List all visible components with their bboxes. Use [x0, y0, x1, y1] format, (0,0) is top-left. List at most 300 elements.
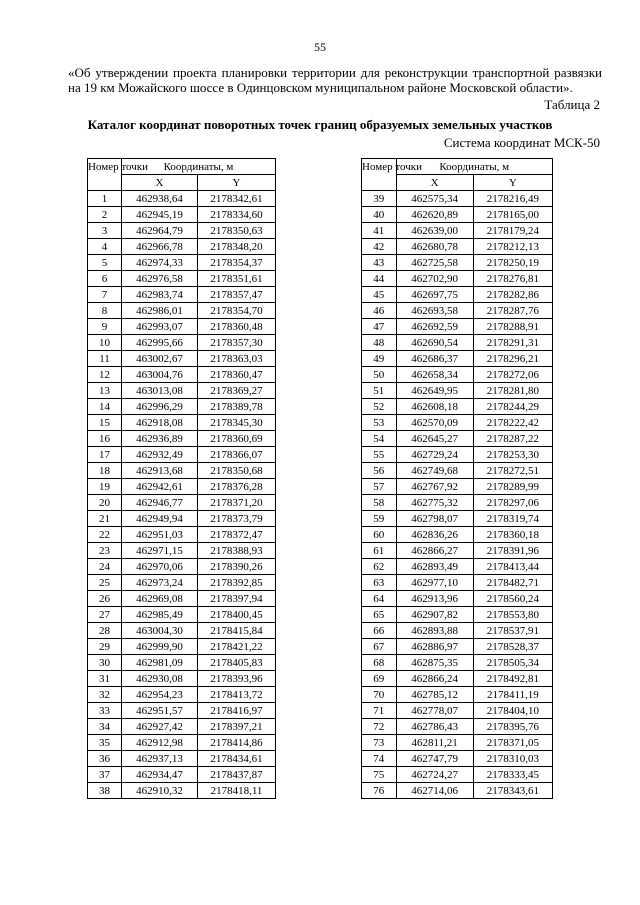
y-coordinate-cell: 2178253,30 — [473, 447, 552, 463]
table-row — [362, 767, 553, 783]
x-coordinate-cell: 462951,03 — [122, 527, 198, 543]
point-number-cell: 10 — [88, 335, 122, 351]
y-coordinate-cell: 2178414,86 — [198, 735, 276, 751]
table-row — [88, 495, 276, 511]
y-coordinate-cell: 2178537,91 — [473, 623, 552, 639]
x-coordinate-cell: 462951,57 — [122, 703, 198, 719]
x-coordinate-cell: 462913,68 — [122, 463, 198, 479]
y-coordinate-cell: 2178222,42 — [473, 415, 552, 431]
point-number-cell: 50 — [362, 367, 397, 383]
coordinates-table-left — [87, 158, 276, 799]
table-row — [362, 703, 553, 719]
y-coordinate-cell: 2178369,27 — [198, 383, 276, 399]
x-coordinate-cell: 462977,10 — [396, 575, 473, 591]
x-coordinate-cell: 462985,49 — [122, 607, 198, 623]
point-number-cell: 56 — [362, 463, 397, 479]
table-row — [362, 431, 553, 447]
table-row — [88, 255, 276, 271]
table-row — [88, 607, 276, 623]
x-coordinate-cell: 462983,74 — [122, 287, 198, 303]
intro-line-1: «Об утверждении проекта планировки территории для реконструкции транспортной развязки — [68, 65, 602, 80]
x-coordinate-cell: 462875,35 — [396, 655, 473, 671]
point-number-cell: 41 — [362, 223, 397, 239]
point-number-cell: 47 — [362, 319, 397, 335]
point-number-cell: 33 — [88, 703, 122, 719]
point-number-cell: 8 — [88, 303, 122, 319]
table-row — [362, 335, 553, 351]
x-coordinate-cell: 462912,98 — [122, 735, 198, 751]
x-coordinate-cell: 462866,27 — [396, 543, 473, 559]
table-row — [88, 623, 276, 639]
table-row — [88, 367, 276, 383]
x-coordinate-cell: 462747,79 — [396, 751, 473, 767]
x-coordinate-cell: 462620,89 — [396, 207, 473, 223]
catalog-title: Каталог координат поворотных точек границ образуемых земельных участков — [87, 117, 553, 132]
x-coordinate-cell: 463004,30 — [122, 623, 198, 639]
point-number-cell: 46 — [362, 303, 397, 319]
table-row — [362, 575, 553, 591]
point-number-cell: 1 — [88, 191, 122, 207]
point-number-cell: 49 — [362, 351, 397, 367]
point-number-cell: 65 — [362, 607, 397, 623]
point-number-cell: 58 — [362, 495, 397, 511]
point-number-cell: 13 — [88, 383, 122, 399]
table-row — [88, 751, 276, 767]
point-number-cell: 59 — [362, 511, 397, 527]
y-coordinate-cell: 2178272,51 — [473, 463, 552, 479]
point-number-cell: 37 — [88, 767, 122, 783]
point-number-cell: 22 — [88, 527, 122, 543]
x-coordinate-cell: 462938,64 — [122, 191, 198, 207]
x-coordinate-cell: 462866,24 — [396, 671, 473, 687]
table-row — [362, 671, 553, 687]
y-coordinate-cell: 2178553,80 — [473, 607, 552, 623]
y-coordinate-cell: 2178360,48 — [198, 319, 276, 335]
table-row — [362, 639, 553, 655]
table-row — [88, 399, 276, 415]
table-row — [362, 383, 553, 399]
point-number-cell: 4 — [88, 239, 122, 255]
table-row — [362, 415, 553, 431]
table-row — [88, 287, 276, 303]
table-row — [362, 687, 553, 703]
table-row — [88, 383, 276, 399]
table-row — [362, 543, 553, 559]
y-coordinate-cell: 2178413,44 — [473, 559, 552, 575]
point-number-cell: 17 — [88, 447, 122, 463]
table-row — [88, 527, 276, 543]
table-row — [88, 655, 276, 671]
point-number-cell: 44 — [362, 271, 397, 287]
point-number-cell: 73 — [362, 735, 397, 751]
table-row — [362, 735, 553, 751]
x-coordinate-cell: 462570,09 — [396, 415, 473, 431]
table-row — [88, 271, 276, 287]
x-coordinate-cell: 462686,37 — [396, 351, 473, 367]
y-coordinate-cell: 2178373,79 — [198, 511, 276, 527]
table-row — [88, 575, 276, 591]
x-coordinate-cell: 463013,08 — [122, 383, 198, 399]
x-coordinate-cell: 462725,58 — [396, 255, 473, 271]
point-number-cell: 72 — [362, 719, 397, 735]
y-coordinate-cell: 2178333,45 — [473, 767, 552, 783]
x-coordinate-cell: 462893,88 — [396, 623, 473, 639]
table-row — [362, 591, 553, 607]
y-coordinate-cell: 2178296,21 — [473, 351, 552, 367]
table-row — [362, 271, 553, 287]
y-coordinate-cell: 2178434,61 — [198, 751, 276, 767]
x-coordinate-cell: 462973,24 — [122, 575, 198, 591]
point-number-cell: 6 — [88, 271, 122, 287]
point-number-cell: 39 — [362, 191, 397, 207]
point-number-cell: 25 — [88, 575, 122, 591]
x-coordinate-cell: 462786,43 — [396, 719, 473, 735]
table-row — [362, 319, 553, 335]
x-coordinate-cell: 462749,68 — [396, 463, 473, 479]
x-coordinate-cell: 462954,23 — [122, 687, 198, 703]
x-coordinate-cell: 462658,34 — [396, 367, 473, 383]
table-row — [362, 255, 553, 271]
y-coordinate-cell: 2178272,06 — [473, 367, 552, 383]
point-number-cell: 40 — [362, 207, 397, 223]
x-coordinate-cell: 462946,77 — [122, 495, 198, 511]
table-row — [362, 287, 553, 303]
table-row — [362, 511, 553, 527]
table-row — [362, 783, 553, 799]
y-coordinate-cell: 2178345,30 — [198, 415, 276, 431]
x-coordinate-cell: 463002,67 — [122, 351, 198, 367]
table-row — [88, 351, 276, 367]
point-number-cell: 70 — [362, 687, 397, 703]
table-row — [362, 351, 553, 367]
y-coordinate-cell: 2178388,93 — [198, 543, 276, 559]
x-coordinate-cell: 462608,18 — [396, 399, 473, 415]
x-coordinate-cell: 462930,08 — [122, 671, 198, 687]
y-coordinate-cell: 2178357,30 — [198, 335, 276, 351]
x-coordinate-cell: 462969,08 — [122, 591, 198, 607]
y-coordinate-cell: 2178371,20 — [198, 495, 276, 511]
point-number-cell: 34 — [88, 719, 122, 735]
y-coordinate-cell: 2178297,06 — [473, 495, 552, 511]
x-coordinate-cell: 462966,78 — [122, 239, 198, 255]
y-coordinate-cell: 2178250,19 — [473, 255, 552, 271]
y-coordinate-cell: 2178360,69 — [198, 431, 276, 447]
x-coordinate-cell: 462886,97 — [396, 639, 473, 655]
x-coordinate-cell: 462949,94 — [122, 511, 198, 527]
y-coordinate-cell: 2178405,83 — [198, 655, 276, 671]
y-coordinate-cell: 2178528,37 — [473, 639, 552, 655]
x-coordinate-cell: 462932,49 — [122, 447, 198, 463]
y-coordinate-cell: 2178560,24 — [473, 591, 552, 607]
x-coordinate-cell: 462893,49 — [396, 559, 473, 575]
x-coordinate-cell: 462724,27 — [396, 767, 473, 783]
y-coordinate-cell: 2178354,70 — [198, 303, 276, 319]
point-number-cell: 62 — [362, 559, 397, 575]
point-number-cell: 30 — [88, 655, 122, 671]
y-coordinate-cell: 2178179,24 — [473, 223, 552, 239]
x-coordinate-cell: 462981,09 — [122, 655, 198, 671]
table-row — [88, 671, 276, 687]
point-number-cell: 67 — [362, 639, 397, 655]
x-coordinate-cell: 462811,21 — [396, 735, 473, 751]
point-number-cell: 53 — [362, 415, 397, 431]
table-row — [362, 223, 553, 239]
point-number-cell: 45 — [362, 287, 397, 303]
point-number-cell: 15 — [88, 415, 122, 431]
table-row — [88, 223, 276, 239]
table-row — [362, 447, 553, 463]
x-coordinate-cell: 462680,78 — [396, 239, 473, 255]
point-number-cell: 69 — [362, 671, 397, 687]
table-row — [362, 751, 553, 767]
point-number-cell: 63 — [362, 575, 397, 591]
point-number-cell: 68 — [362, 655, 397, 671]
point-number-cell: 35 — [88, 735, 122, 751]
x-coordinate-cell: 462714,06 — [396, 783, 473, 799]
table-row — [362, 399, 553, 415]
x-coordinate-cell: 462996,29 — [122, 399, 198, 415]
table-row — [88, 447, 276, 463]
table-row — [88, 719, 276, 735]
table-row — [362, 303, 553, 319]
x-coordinate-cell: 462934,47 — [122, 767, 198, 783]
table-row — [88, 303, 276, 319]
x-coordinate-cell: 462907,82 — [396, 607, 473, 623]
table-row — [88, 431, 276, 447]
table-row — [362, 191, 553, 207]
y-coordinate-cell: 2178354,37 — [198, 255, 276, 271]
point-number-cell: 7 — [88, 287, 122, 303]
x-coordinate-cell: 462927,42 — [122, 719, 198, 735]
y-coordinate-cell: 2178397,21 — [198, 719, 276, 735]
y-coordinate-cell: 2178165,00 — [473, 207, 552, 223]
x-coordinate-cell: 462986,01 — [122, 303, 198, 319]
x-coordinate-cell: 462649,95 — [396, 383, 473, 399]
table-row — [362, 623, 553, 639]
y-coordinate-cell: 2178393,96 — [198, 671, 276, 687]
y-coordinate-cell: 2178212,13 — [473, 239, 552, 255]
point-number-cell: 51 — [362, 383, 397, 399]
x-coordinate-cell: 462693,58 — [396, 303, 473, 319]
y-coordinate-cell: 2178366,07 — [198, 447, 276, 463]
x-coordinate-cell: 462785,12 — [396, 687, 473, 703]
x-coordinate-cell: 462767,92 — [396, 479, 473, 495]
y-coordinate-cell: 2178404,10 — [473, 703, 552, 719]
y-coordinate-cell: 2178357,47 — [198, 287, 276, 303]
point-number-cell: 43 — [362, 255, 397, 271]
point-number-cell: 28 — [88, 623, 122, 639]
table-row — [362, 719, 553, 735]
y-coordinate-cell: 2178400,45 — [198, 607, 276, 623]
y-coordinate-cell: 2178391,96 — [473, 543, 552, 559]
y-coordinate-cell: 2178505,34 — [473, 655, 552, 671]
table-row — [362, 479, 553, 495]
y-coordinate-cell: 2178276,81 — [473, 271, 552, 287]
point-number-cell: 52 — [362, 399, 397, 415]
point-number-cell: 71 — [362, 703, 397, 719]
y-coordinate-cell: 2178395,76 — [473, 719, 552, 735]
point-number-cell: 36 — [88, 751, 122, 767]
point-number-cell: 11 — [88, 351, 122, 367]
table-row — [362, 495, 553, 511]
coordinate-system-label: Система координат МСК-50 — [443, 135, 600, 150]
y-coordinate-cell: 2178343,61 — [473, 783, 552, 799]
table-row — [88, 511, 276, 527]
x-coordinate-cell: 462775,32 — [396, 495, 473, 511]
x-coordinate-cell: 462918,08 — [122, 415, 198, 431]
y-coordinate-cell: 2178360,18 — [473, 527, 552, 543]
x-coordinate-cell: 462970,06 — [122, 559, 198, 575]
y-coordinate-cell: 2178342,61 — [198, 191, 276, 207]
table-row — [88, 191, 276, 207]
point-number-cell: 5 — [88, 255, 122, 271]
y-coordinate-cell: 2178350,68 — [198, 463, 276, 479]
y-coordinate-cell: 2178291,31 — [473, 335, 552, 351]
y-coordinate-cell: 2178413,72 — [198, 687, 276, 703]
y-coordinate-cell: 2178289,99 — [473, 479, 552, 495]
x-coordinate-cell: 462645,27 — [396, 431, 473, 447]
point-number-cell: 38 — [88, 783, 122, 799]
x-coordinate-cell: 462639,00 — [396, 223, 473, 239]
y-coordinate-cell: 2178416,97 — [198, 703, 276, 719]
point-number-cell: 9 — [88, 319, 122, 335]
x-coordinate-cell: 462999,90 — [122, 639, 198, 655]
point-number-cell: 16 — [88, 431, 122, 447]
x-coordinate-cell: 462702,90 — [396, 271, 473, 287]
point-number-cell: 74 — [362, 751, 397, 767]
page-number: 55 — [314, 40, 326, 54]
table-row — [88, 479, 276, 495]
header-y: Y — [198, 175, 276, 191]
point-number-cell: 64 — [362, 591, 397, 607]
table-row — [362, 527, 553, 543]
y-coordinate-cell: 2178418,11 — [198, 783, 276, 799]
y-coordinate-cell: 2178310,03 — [473, 751, 552, 767]
x-coordinate-cell: 462690,54 — [396, 335, 473, 351]
intro-paragraph — [68, 65, 602, 95]
y-coordinate-cell: 2178415,84 — [198, 623, 276, 639]
table-row — [362, 559, 553, 575]
header-coordinates: Координаты, м — [122, 159, 276, 175]
y-coordinate-cell: 2178392,85 — [198, 575, 276, 591]
y-coordinate-cell: 2178421,22 — [198, 639, 276, 655]
table-row — [362, 463, 553, 479]
point-number-cell: 60 — [362, 527, 397, 543]
y-coordinate-cell: 2178397,94 — [198, 591, 276, 607]
point-number-cell: 75 — [362, 767, 397, 783]
y-coordinate-cell: 2178371,05 — [473, 735, 552, 751]
table-row — [362, 367, 553, 383]
x-coordinate-cell: 463004,76 — [122, 367, 198, 383]
y-coordinate-cell: 2178287,22 — [473, 431, 552, 447]
point-number-cell: 31 — [88, 671, 122, 687]
table-row — [88, 335, 276, 351]
y-coordinate-cell: 2178492,81 — [473, 671, 552, 687]
table-row — [88, 735, 276, 751]
y-coordinate-cell: 2178216,49 — [473, 191, 552, 207]
x-coordinate-cell: 462974,33 — [122, 255, 198, 271]
table-row — [88, 463, 276, 479]
y-coordinate-cell: 2178363,03 — [198, 351, 276, 367]
table-row — [362, 607, 553, 623]
x-coordinate-cell: 462976,58 — [122, 271, 198, 287]
y-coordinate-cell: 2178319,74 — [473, 511, 552, 527]
y-coordinate-cell: 2178390,26 — [198, 559, 276, 575]
point-number-cell: 32 — [88, 687, 122, 703]
table-row — [88, 767, 276, 783]
point-number-cell: 20 — [88, 495, 122, 511]
x-coordinate-cell: 462778,07 — [396, 703, 473, 719]
point-number-cell: 2 — [88, 207, 122, 223]
table-row — [88, 543, 276, 559]
point-number-cell: 26 — [88, 591, 122, 607]
point-number-cell: 76 — [362, 783, 397, 799]
point-number-cell: 54 — [362, 431, 397, 447]
y-coordinate-cell: 2178244,29 — [473, 399, 552, 415]
x-coordinate-cell: 462945,19 — [122, 207, 198, 223]
x-coordinate-cell: 462942,61 — [122, 479, 198, 495]
y-coordinate-cell: 2178482,71 — [473, 575, 552, 591]
x-coordinate-cell: 462798,07 — [396, 511, 473, 527]
table-row — [88, 783, 276, 799]
point-number-cell: 14 — [88, 399, 122, 415]
y-coordinate-cell: 2178282,86 — [473, 287, 552, 303]
x-coordinate-cell: 462936,89 — [122, 431, 198, 447]
y-coordinate-cell: 2178372,47 — [198, 527, 276, 543]
x-coordinate-cell: 462692,59 — [396, 319, 473, 335]
table-row — [88, 319, 276, 335]
header-x: X — [122, 175, 198, 191]
table-row — [88, 639, 276, 655]
point-number-cell: 42 — [362, 239, 397, 255]
x-coordinate-cell: 462993,07 — [122, 319, 198, 335]
point-number-cell: 18 — [88, 463, 122, 479]
table-row — [88, 591, 276, 607]
x-coordinate-cell: 462729,24 — [396, 447, 473, 463]
point-number-cell: 61 — [362, 543, 397, 559]
header-point-number: Номер точки — [88, 159, 122, 191]
point-number-cell: 48 — [362, 335, 397, 351]
table-row — [88, 559, 276, 575]
table-row — [362, 239, 553, 255]
y-coordinate-cell: 2178351,61 — [198, 271, 276, 287]
table-row — [88, 703, 276, 719]
point-number-cell: 24 — [88, 559, 122, 575]
x-coordinate-cell: 462910,32 — [122, 783, 198, 799]
table-row — [362, 655, 553, 671]
y-coordinate-cell: 2178288,91 — [473, 319, 552, 335]
y-coordinate-cell: 2178350,63 — [198, 223, 276, 239]
table-row — [88, 687, 276, 703]
header-point-number: Номер точки — [362, 159, 397, 191]
x-coordinate-cell: 462964,79 — [122, 223, 198, 239]
header-y: Y — [473, 175, 552, 191]
y-coordinate-cell: 2178348,20 — [198, 239, 276, 255]
x-coordinate-cell: 462697,75 — [396, 287, 473, 303]
y-coordinate-cell: 2178389,78 — [198, 399, 276, 415]
coordinates-table-right — [361, 158, 553, 799]
header-x: X — [396, 175, 473, 191]
point-number-cell: 21 — [88, 511, 122, 527]
point-number-cell: 12 — [88, 367, 122, 383]
point-number-cell: 27 — [88, 607, 122, 623]
table-row — [88, 239, 276, 255]
point-number-cell: 29 — [88, 639, 122, 655]
table-row — [88, 415, 276, 431]
y-coordinate-cell: 2178437,87 — [198, 767, 276, 783]
y-coordinate-cell: 2178281,80 — [473, 383, 552, 399]
y-coordinate-cell: 2178287,76 — [473, 303, 552, 319]
